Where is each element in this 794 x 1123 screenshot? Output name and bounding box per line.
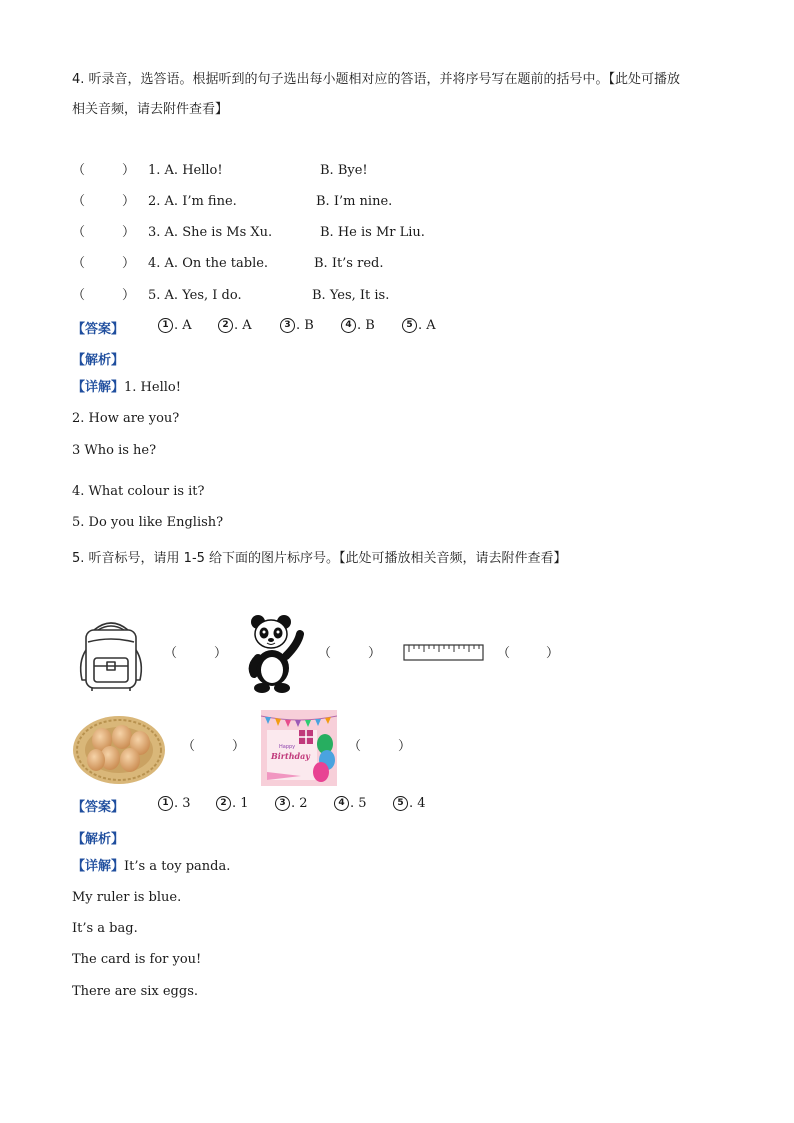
- detail-text: It’s a toy panda.: [124, 859, 231, 874]
- detail-line: It’s a bag.: [72, 921, 138, 936]
- answer-value: . B: [296, 318, 314, 333]
- detail-line: The card is for you!: [72, 952, 202, 967]
- answer-item: [158, 796, 191, 811]
- backpack-image: [76, 614, 146, 692]
- detail-line: 5. Do you like English?: [72, 515, 224, 530]
- item-rparen: ）: [122, 256, 136, 271]
- answer-item: [334, 796, 367, 811]
- blank-rparen: ）: [214, 646, 228, 661]
- answer-item: [393, 796, 426, 811]
- item-lparen: （: [72, 225, 86, 240]
- panda-image: [246, 612, 306, 694]
- item-option-b: B. It’s red.: [314, 256, 384, 271]
- answer-item: [275, 796, 308, 811]
- detail-label: 【详解】: [72, 380, 125, 395]
- item-option-b: B. I’m nine.: [316, 194, 393, 209]
- blank-rparen: ）: [546, 646, 560, 661]
- q4-title-line2: 相关音频，请去附件查看】: [72, 102, 229, 117]
- q4-title-line1: 4. 听录音，选答语。根据听到的句子选出每小题相对应的答语，并将序号写在题前的括号中。【此处可播放: [72, 72, 681, 87]
- blank-rparen: ）: [232, 739, 246, 754]
- item-option-a: 1. A. Hello!: [148, 163, 223, 178]
- detail-line: My ruler is blue.: [72, 890, 182, 905]
- answer-item: [158, 318, 192, 333]
- detail-label: 【详解】: [72, 859, 125, 874]
- answer-value: . A: [174, 318, 192, 333]
- item-option-a: 4. A. On the table.: [148, 256, 269, 271]
- answer-value: . A: [234, 318, 252, 333]
- detail-text: 1. Hello!: [124, 380, 181, 395]
- detail-line: [72, 859, 230, 875]
- detail-line: There are six eggs.: [72, 984, 199, 999]
- circled-number: 1: [158, 796, 173, 811]
- item-option-b: B. Bye!: [320, 163, 368, 178]
- detail-line: 4. What colour is it?: [72, 484, 205, 499]
- q5-title: 5. 听音标号，请用 1-5 给下面的图片标序号。【此处可播放相关音频，请去附件查看】: [72, 551, 567, 566]
- item-rparen: ）: [122, 163, 136, 178]
- item-option-a: 5. A. Yes, I do.: [148, 288, 242, 303]
- answer-label: 【答案】: [72, 800, 125, 815]
- circled-number: 5: [402, 318, 417, 333]
- answer-value: . 4: [409, 796, 426, 811]
- birthday-card-image: [261, 710, 337, 786]
- detail-line: [72, 380, 181, 396]
- circled-number: 3: [280, 318, 295, 333]
- circled-number: 5: [393, 796, 408, 811]
- answer-value: . 5: [350, 796, 367, 811]
- item-lparen: （: [72, 288, 86, 303]
- answer-value: . A: [418, 318, 436, 333]
- blank-lparen: （: [164, 646, 178, 661]
- circled-number: 2: [216, 796, 231, 811]
- answer-value: . B: [357, 318, 375, 333]
- blank-rparen: ）: [368, 646, 382, 661]
- circled-number: 2: [218, 318, 233, 333]
- detail-line: 2. How are you?: [72, 411, 180, 426]
- item-option-b: B. Yes, It is.: [312, 288, 390, 303]
- eggs-basket-image: [72, 710, 166, 786]
- item-option-a: 3. A. She is Ms Xu.: [148, 225, 273, 240]
- item-option-a: 2. A. I’m fine.: [148, 194, 237, 209]
- detail-line: 3 Who is he?: [72, 443, 157, 458]
- card-text-happy: Happy: [279, 744, 296, 750]
- blank-lparen: （: [348, 739, 362, 754]
- item-option-b: B. He is Mr Liu.: [320, 225, 425, 240]
- item-lparen: （: [72, 256, 86, 271]
- blank-rparen: ）: [398, 739, 412, 754]
- item-rparen: ）: [122, 194, 136, 209]
- analysis-label: 【解析】: [72, 353, 125, 368]
- circled-number: 3: [275, 796, 290, 811]
- blank-lparen: （: [318, 646, 332, 661]
- item-rparen: ）: [122, 225, 136, 240]
- ruler-image: [403, 642, 485, 664]
- card-text-birthday: Birthday: [271, 751, 310, 761]
- item-lparen: （: [72, 194, 86, 209]
- answer-item: [218, 318, 252, 333]
- answer-value: . 3: [174, 796, 191, 811]
- answer-label: 【答案】: [72, 322, 125, 337]
- circled-number: 1: [158, 318, 173, 333]
- circled-number: 4: [334, 796, 349, 811]
- answer-value: . 1: [232, 796, 249, 811]
- answer-item: [402, 318, 436, 333]
- blank-lparen: （: [497, 646, 511, 661]
- item-rparen: ）: [122, 288, 136, 303]
- circled-number: 4: [341, 318, 356, 333]
- answer-item: [341, 318, 375, 333]
- answer-item: [280, 318, 314, 333]
- analysis-label: 【解析】: [72, 832, 125, 847]
- answer-item: [216, 796, 249, 811]
- item-lparen: （: [72, 163, 86, 178]
- answer-value: . 2: [291, 796, 308, 811]
- blank-lparen: （: [182, 739, 196, 754]
